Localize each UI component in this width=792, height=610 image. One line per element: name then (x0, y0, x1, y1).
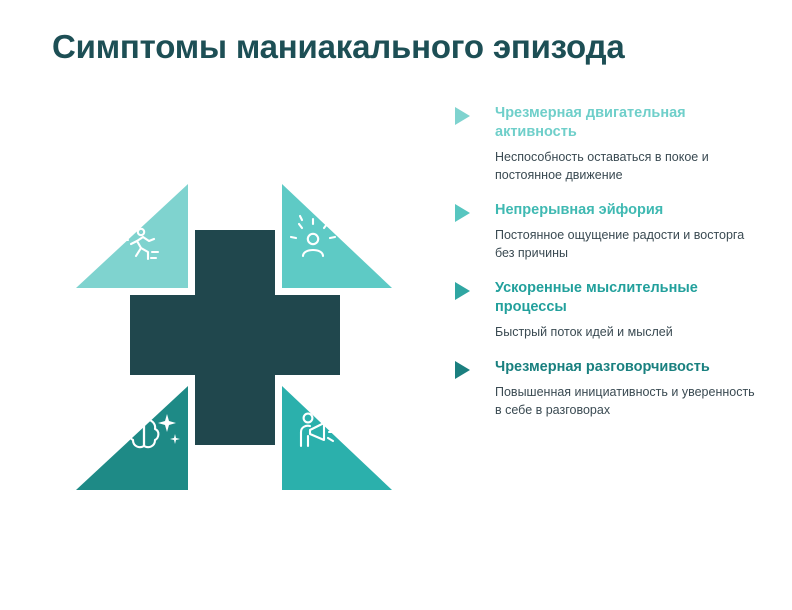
list-item-heading: Чрезмерная разговорчивость (495, 359, 710, 375)
wedge-bottom-right (282, 386, 392, 490)
list-item-body: Быстрый поток идей и мыслей (495, 325, 673, 339)
list-item (455, 279, 755, 341)
list-item-heading: Ускоренные мыслительные процессы (495, 280, 698, 315)
wedge-top-left (76, 184, 188, 288)
triangle-marker-icon (455, 282, 470, 300)
list-item-body: Повышенная инициативность и уверенность в себе в разговорах (495, 385, 755, 417)
central-diagram (40, 160, 430, 560)
wedge-bottom-left (76, 386, 188, 490)
list-item (455, 104, 755, 184)
symptom-list (455, 104, 755, 436)
triangle-marker-icon (455, 361, 470, 379)
list-item-heading: Непрерывная эйфория (495, 202, 664, 218)
triangle-marker-icon (455, 204, 470, 222)
wedge-top-right (282, 184, 392, 288)
list-item (455, 201, 755, 262)
list-item-body: Неспособность оставаться в покое и постоянное движение (495, 150, 709, 182)
list-item-body: Постоянное ощущение радости и восторга без причины (495, 228, 745, 260)
list-item (455, 358, 755, 419)
page-title: Симптомы маниакального эпизода (52, 28, 625, 65)
list-item-heading: Чрезмерная двигательная активность (495, 105, 686, 140)
triangle-marker-icon (455, 107, 470, 125)
